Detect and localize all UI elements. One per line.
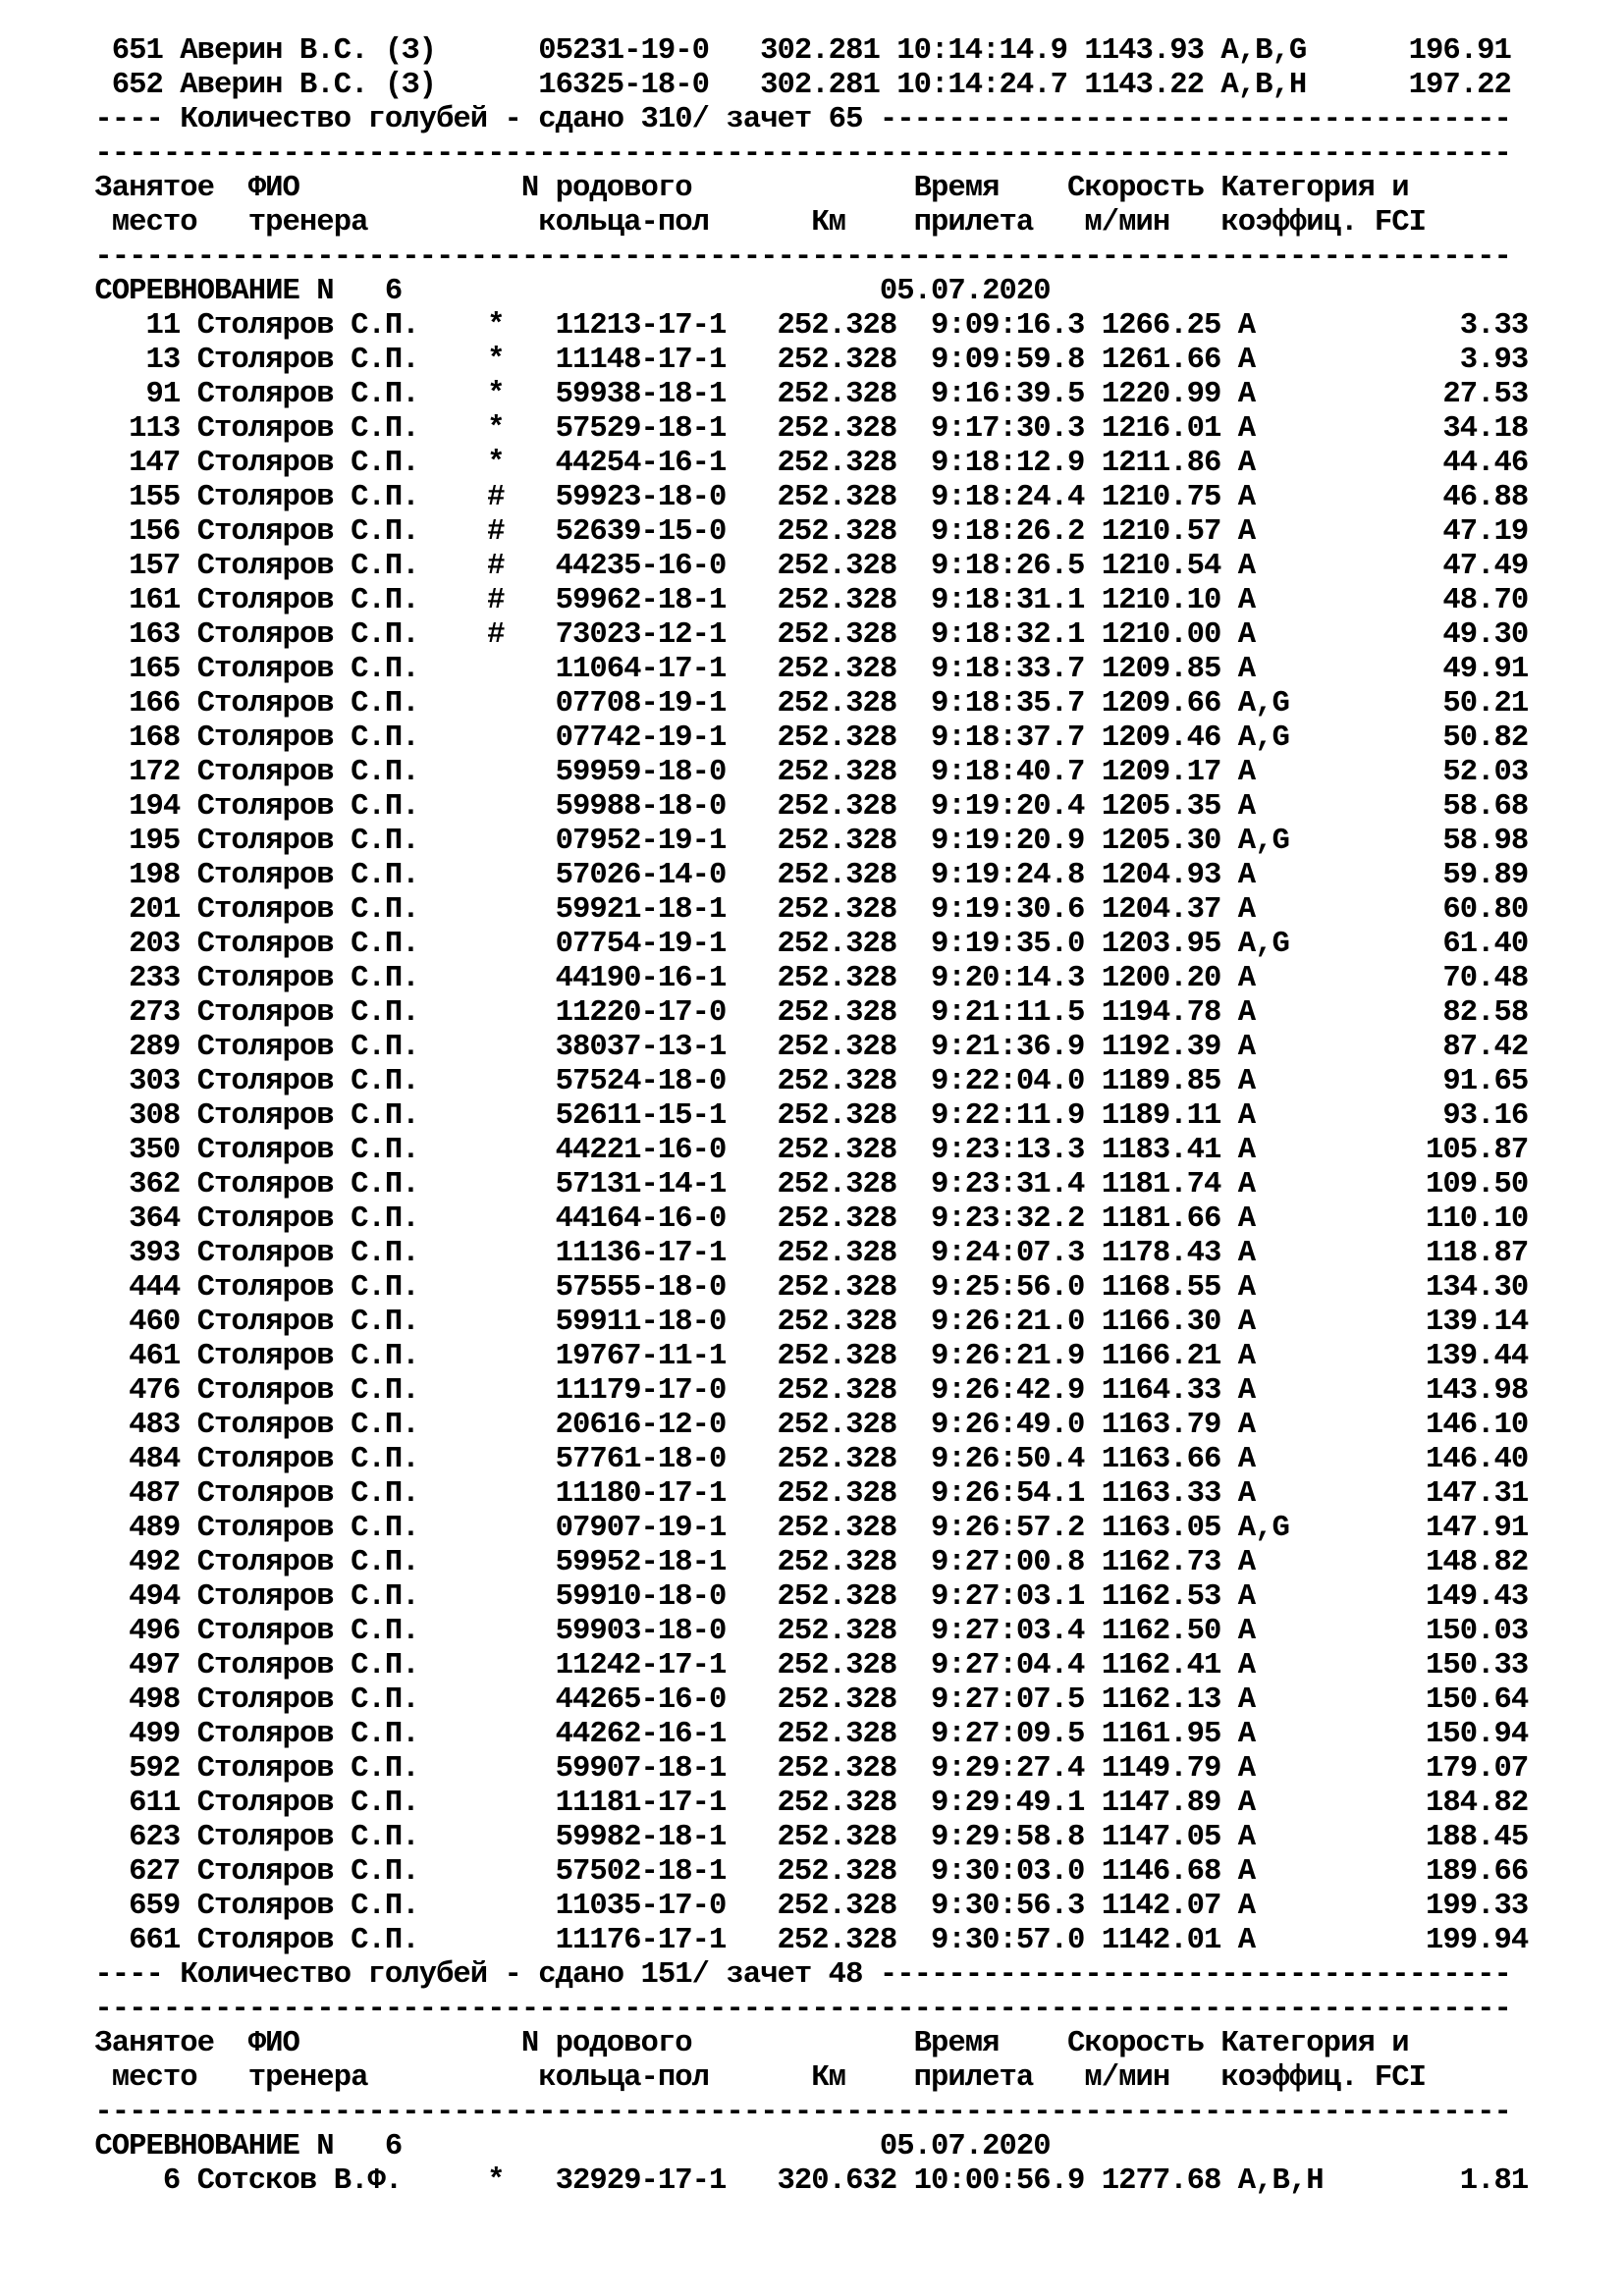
result-row: 91 Столяров С.П. * 59938-18-1 252.328 9:16:39.5 1220.99 A 27.53 [78,378,1529,411]
result-row: 494 Столяров С.П. 59910-18-0 252.328 9:27:03.1 1162.53 A 149.43 [78,1580,1529,1614]
result-row: 166 Столяров С.П. 07708-19-1 252.328 9:18:35.7 1209.66 A,G 50.21 [78,687,1529,721]
result-row: 460 Столяров С.П. 59911-18-0 252.328 9:26:21.0 1166.30 A 139.14 [78,1306,1529,1339]
result-row: 623 Столяров С.П. 59982-18-1 252.328 9:29:58.8 1147.05 A 188.45 [78,1821,1529,1854]
separator-line: ----------------------------------------------------------------------------------- [78,240,1511,274]
result-row: 203 Столяров С.П. 07754-19-1 252.328 9:19:35.0 1203.95 A,G 61.40 [78,928,1529,961]
result-row: 627 Столяров С.П. 57502-18-1 252.328 9:30:03.0 1146.68 A 189.66 [78,1855,1529,1889]
result-row: 172 Столяров С.П. 59959-18-0 252.328 9:18:40.7 1209.17 A 52.03 [78,756,1529,789]
result-row: 499 Столяров С.П. 44262-16-1 252.328 9:27:09.5 1161.95 A 150.94 [78,1718,1529,1751]
separator-line: ----------------------------------------------------------------------------------- [78,2096,1511,2129]
result-row: 496 Столяров С.П. 59903-18-0 252.328 9:27:03.4 1162.50 A 150.03 [78,1615,1529,1648]
result-row: 11 Столяров С.П. * 11213-17-1 252.328 9:09:16.3 1266.25 A 3.33 [78,309,1529,343]
result-row: 168 Столяров С.П. 07742-19-1 252.328 9:18:37.7 1209.46 A,G 50.82 [78,721,1529,755]
result-row: 492 Столяров С.П. 59952-18-1 252.328 9:27:00.8 1162.73 A 148.82 [78,1546,1529,1579]
result-row: 483 Столяров С.П. 20616-12-0 252.328 9:26:49.0 1163.79 A 146.10 [78,1409,1529,1442]
column-header: место тренера кольца-пол Км прилета м/мин коэффиц. FCI [78,206,1426,240]
result-row: 303 Столяров С.П. 57524-18-0 252.328 9:22:04.0 1189.85 A 91.65 [78,1065,1529,1098]
result-row: 147 Столяров С.П. * 44254-16-1 252.328 9:18:12.9 1211.86 A 44.46 [78,447,1529,480]
result-row: 273 Столяров С.П. 11220-17-0 252.328 9:21:11.5 1194.78 A 82.58 [78,996,1529,1030]
result-row: 157 Столяров С.П. # 44235-16-0 252.328 9:18:26.5 1210.54 A 47.49 [78,550,1529,583]
result-row: 198 Столяров С.П. 57026-14-0 252.328 9:19:24.8 1204.93 A 59.89 [78,859,1529,892]
result-row: 484 Столяров С.П. 57761-18-0 252.328 9:26:50.4 1163.66 A 146.40 [78,1443,1529,1476]
result-row: 651 Аверин В.С. (З) 05231-19-0 302.281 10:14:14.9 1143.93 A,B,G 196.91 [78,34,1511,68]
result-row: 156 Столяров С.П. # 52639-15-0 252.328 9:18:26.2 1210.57 A 47.19 [78,515,1529,549]
result-row: 476 Столяров С.П. 11179-17-0 252.328 9:26:42.9 1164.33 A 143.98 [78,1374,1529,1408]
result-row: 195 Столяров С.П. 07952-19-1 252.328 9:19:20.9 1205.30 A,G 58.98 [78,825,1529,858]
result-row: 487 Столяров С.П. 11180-17-1 252.328 9:26:54.1 1163.33 A 147.31 [78,1477,1529,1511]
result-row: 489 Столяров С.П. 07907-19-1 252.328 9:26:57.2 1163.05 A,G 147.91 [78,1512,1529,1545]
result-row: 194 Столяров С.П. 59988-18-0 252.328 9:19:20.4 1205.35 A 58.68 [78,790,1529,824]
result-row: 163 Столяров С.П. # 73023-12-1 252.328 9:18:32.1 1210.00 A 49.30 [78,618,1529,652]
result-row: 362 Столяров С.П. 57131-14-1 252.328 9:23:31.4 1181.74 A 109.50 [78,1168,1529,1201]
result-row: 652 Аверин В.С. (З) 16325-18-0 302.281 10:14:24.7 1143.22 A,B,H 197.22 [78,69,1511,102]
result-row: 498 Столяров С.П. 44265-16-0 252.328 9:27:07.5 1162.13 A 150.64 [78,1683,1529,1717]
result-row: 161 Столяров С.П. # 59962-18-1 252.328 9:18:31.1 1210.10 A 48.70 [78,584,1529,617]
result-row: 611 Столяров С.П. 11181-17-1 252.328 9:29:49.1 1147.89 A 184.82 [78,1787,1529,1820]
summary-line: ---- Количество голубей - сдано 151/ зачет 48 ------------------------------------- [78,1958,1511,1992]
result-row: 497 Столяров С.П. 11242-17-1 252.328 9:27:04.4 1162.41 A 150.33 [78,1649,1529,1682]
separator-line: ----------------------------------------------------------------------------------- [78,137,1511,171]
result-row: 6 Сотсков В.Ф. * 32929-17-1 320.632 10:00:56.9 1277.68 A,B,H 1.81 [78,2164,1529,2198]
result-row: 461 Столяров С.П. 19767-11-1 252.328 9:26:21.9 1166.21 A 139.44 [78,1340,1529,1373]
result-row: 233 Столяров С.П. 44190-16-1 252.328 9:20:14.3 1200.20 A 70.48 [78,962,1529,995]
separator-line: ----------------------------------------------------------------------------------- [78,1993,1511,2026]
result-row: 201 Столяров С.П. 59921-18-1 252.328 9:19:30.6 1204.37 A 60.80 [78,893,1529,927]
result-row: 659 Столяров С.П. 11035-17-0 252.328 9:30:56.3 1142.07 A 199.33 [78,1890,1529,1923]
result-row: 364 Столяров С.П. 44164-16-0 252.328 9:23:32.2 1181.66 A 110.10 [78,1202,1529,1236]
result-row: 592 Столяров С.П. 59907-18-1 252.328 9:29:27.4 1149.79 A 179.07 [78,1752,1529,1786]
result-row: 444 Столяров С.П. 57555-18-0 252.328 9:25:56.0 1168.55 A 134.30 [78,1271,1529,1305]
competition-heading: СОРЕВНОВАНИЕ N 6 05.07.2020 [78,275,1051,308]
result-row: 308 Столяров С.П. 52611-15-1 252.328 9:22:11.9 1189.11 A 93.16 [78,1099,1529,1133]
result-row: 661 Столяров С.П. 11176-17-1 252.328 9:30:57.0 1142.01 A 199.94 [78,1924,1529,1957]
result-row: 350 Столяров С.П. 44221-16-0 252.328 9:23:13.3 1183.41 A 105.87 [78,1134,1529,1167]
summary-line: ---- Количество голубей - сдано 310/ зачет 65 ------------------------------------- [78,103,1511,136]
result-row: 13 Столяров С.П. * 11148-17-1 252.328 9:09:59.8 1261.66 A 3.93 [78,344,1529,377]
column-header: место тренера кольца-пол Км прилета м/мин коэффиц. FCI [78,2061,1426,2095]
column-header: Занятое ФИО N родового Время Скорость Категория и [78,172,1409,205]
result-row: 393 Столяров С.П. 11136-17-1 252.328 9:24:07.3 1178.43 A 118.87 [78,1237,1529,1270]
result-row: 165 Столяров С.П. 11064-17-1 252.328 9:18:33.7 1209.85 A 49.91 [78,653,1529,686]
result-row: 155 Столяров С.П. # 59923-18-0 252.328 9:18:24.4 1210.75 A 46.88 [78,481,1529,514]
result-row: 289 Столяров С.П. 38037-13-1 252.328 9:21:36.9 1192.39 A 87.42 [78,1031,1529,1064]
report-page [78,34,1570,2199]
column-header: Занятое ФИО N родового Время Скорость Категория и [78,2027,1409,2060]
result-row: 113 Столяров С.П. * 57529-18-1 252.328 9:17:30.3 1216.01 A 34.18 [78,412,1529,446]
competition-heading: СОРЕВНОВАНИЕ N 6 05.07.2020 [78,2130,1051,2163]
